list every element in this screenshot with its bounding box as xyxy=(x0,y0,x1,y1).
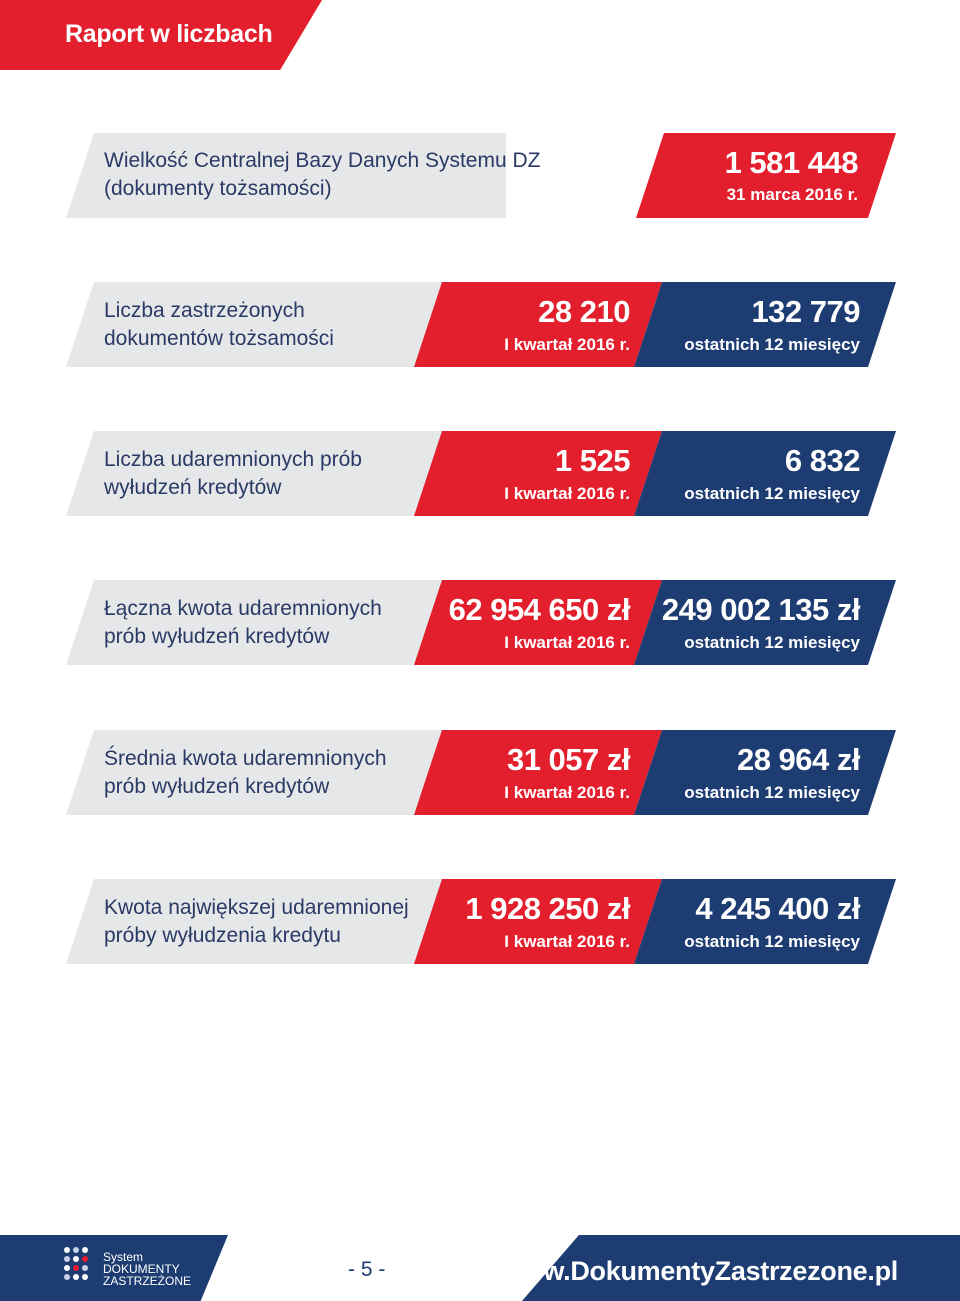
quarter-value: 31 057 zł xyxy=(506,742,630,777)
stat-row xyxy=(0,580,960,665)
year-value: 132 779 xyxy=(751,294,860,329)
year-caption: ostatnich 12 miesięcy xyxy=(684,783,860,802)
logo-text-dokumenty: DOKUMENTY xyxy=(103,1262,180,1276)
stat-row xyxy=(0,431,960,516)
quarter-caption: I kwartał 2016 r. xyxy=(504,783,630,802)
logo-text-zastrzezone: ZASTRZEŻONE xyxy=(103,1274,192,1288)
year-value: 4 245 400 zł xyxy=(695,891,860,926)
quarter-caption: I kwartał 2016 r. xyxy=(504,633,630,652)
quarter-caption: I kwartał 2016 r. xyxy=(504,335,630,354)
stat-label: Liczba zastrzeżonych dokumentów tożsamości xyxy=(104,299,334,350)
stat-label: Liczba udaremnionych prób wyłudzeń kredytów xyxy=(104,448,362,499)
stat-value: 1 581 448 xyxy=(724,145,858,180)
year-value: 28 964 zł xyxy=(736,742,860,777)
logo-text-system: System xyxy=(103,1250,144,1264)
page-number: - 5 - xyxy=(348,1258,386,1281)
stat-row xyxy=(0,879,960,964)
year-caption: ostatnich 12 miesięcy xyxy=(684,335,860,354)
stat-row xyxy=(0,730,960,815)
year-value: 249 002 135 zł xyxy=(661,592,860,627)
quarter-value: 1 525 xyxy=(554,443,630,478)
quarter-value: 1 928 250 zł xyxy=(465,891,630,926)
stat-label: Średnia kwota udaremnionych prób wyłudzeń kredytów xyxy=(104,747,387,798)
quarter-caption: I kwartał 2016 r. xyxy=(504,932,630,951)
year-caption: ostatnich 12 miesięcy xyxy=(684,932,860,951)
stat-label: Kwota największej udaremnionej próby wyłudzenia kredytu xyxy=(104,896,409,947)
quarter-caption: I kwartał 2016 r. xyxy=(504,484,630,503)
page-title: Raport w liczbach xyxy=(65,20,273,48)
website-link[interactable]: www.DokumentyZastrzezone.pl xyxy=(502,1256,898,1286)
stat-row-database xyxy=(0,133,960,218)
logo-dots-icon xyxy=(63,1246,93,1286)
year-caption: ostatnich 12 miesięcy xyxy=(684,484,860,503)
year-caption: ostatnich 12 miesięcy xyxy=(684,633,860,652)
stat-label: Wielkość Centralnej Bazy Danych Systemu DZ (dokumenty tożsamości) xyxy=(104,149,541,200)
quarter-value: 62 954 650 zł xyxy=(448,592,630,627)
stat-label: Łączna kwota udaremnionych prób wyłudzeń kredytów xyxy=(104,597,382,648)
quarter-value: 28 210 xyxy=(538,294,630,329)
year-value: 6 832 xyxy=(784,443,860,478)
stat-caption: 31 marca 2016 r. xyxy=(726,185,858,204)
stat-row xyxy=(0,282,960,367)
